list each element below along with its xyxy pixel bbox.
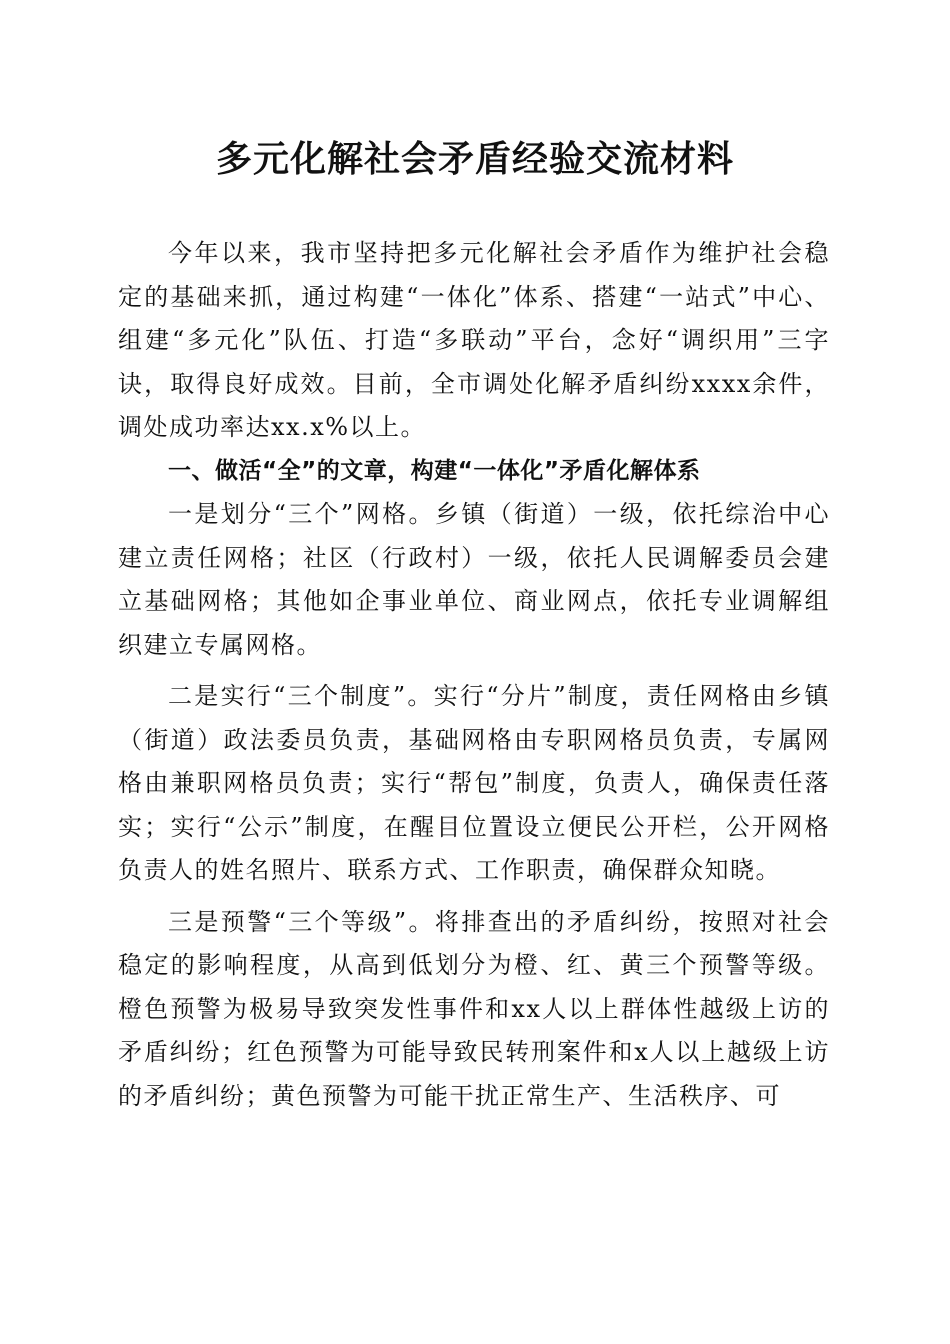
intro-paragraph: 今年以来，我市坚持把多元化解社会矛盾作为维护社会稳定的基础来抓，通过构建“一体化”体系、搭建“一站式”中心、组建“多元化”队伍、打造“多联动”平台，念好“调织用”三字诀，取得良好成效。目前，全市调处化解矛盾纠纷xxxx余件，调处成功率达xx.x%以上。	[118, 239, 830, 441]
section-heading-1: 一、做活“全”的文章，构建“一体化”矛盾化解体系	[168, 457, 701, 484]
paragraph-gap	[118, 893, 830, 901]
item-paragraph-2: 二是实行“三个制度”。实行“分片”制度，责任网格由乡镇（街道）政法委员负责，基础网格由专职网格员负责，专属网格由兼职网格员负责；实行“帮包”制度，负责人，确保责任落实；实行“公示”制度，在醒目位置设立便民公开栏，公开网格负责人的姓名照片、联系方式、工作职责，确保群众知晓。	[118, 682, 830, 884]
document-title: 多元化解社会矛盾经验交流材料	[215, 139, 734, 180]
item-paragraph-3: 三是预警“三个等级”。将排查出的矛盾纠纷，按照对社会稳定的影响程度，从高到低划分为橙、红、黄三个预警等级。橙色预警为极易导致突发性事件和xx人以上群体性越级上访的矛盾纠纷；红色预警为可能导致民转刑案件和x人以上越级上访的矛盾纠纷；黄色预警为可能干扰正常生产、生活秩序、可	[118, 907, 830, 1110]
paragraph-gap	[118, 667, 830, 675]
document-body	[118, 232, 830, 1118]
item-paragraph-1: 一是划分“三个”网格。乡镇（街道）一级，依托综治中心建立责任网格；社区（行政村）一级，依托人民调解委员会建立基础网格；其他如企事业单位、商业网点，依托专业调解组织建立专属网格。	[118, 500, 830, 659]
